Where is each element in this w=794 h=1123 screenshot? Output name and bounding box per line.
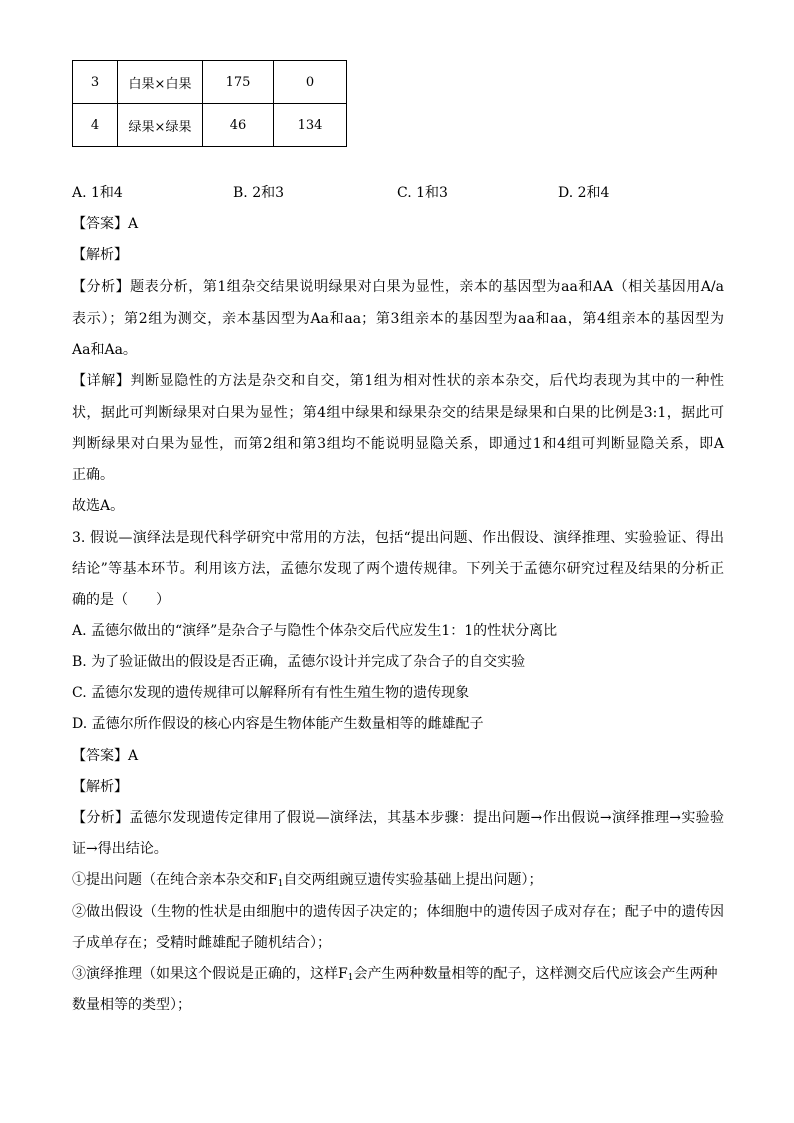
q2-detail-line: 【详解】判断显隐性的方法是杂交和自交，第1组为相对性状的亲本杂交，后代均表现为其中的一种性 [72,373,724,389]
q2-jiexi-label: 【解析】 [72,247,128,263]
q2-analysis-line: 表示）；第2组为测交，亲本基因型为Aa和aa；第3组亲本的基因型为aa和aa，第4组亲本的基因型为 [72,311,724,327]
table-cell: 3 [73,61,118,104]
table-row [73,104,347,147]
q3-step3-line: 数量相等的类型）； [72,997,191,1013]
table-cell: 134 [274,104,347,147]
q2-choose: 故选A。 [72,498,125,514]
q2-option-d: D. 2和4 [558,185,610,201]
q2-options [72,182,752,204]
q3-option-c: C. 孟德尔发现的遗传规律可以解释所有有性生殖生物的遗传现象 [72,685,470,701]
q3-step1-text: ①提出问题（在纯合亲本杂交和F [72,872,278,888]
q2-detail-line: 判断绿果对白果为显性，而第2组和第3组均不能说明显隐关系，即通过1和4组可判断显隐关系，即A [72,436,724,452]
q3-analysis-line: 【分析】孟德尔发现遗传定律用了假说—演绎法，其基本步骤：提出问题→作出假说→演绎推理→实验验 [72,810,724,826]
table-cell: 白果×白果 [118,61,203,104]
q2-answer: 【答案】A [72,216,139,232]
q3-option-a: A. 孟德尔做出的“演绎”是杂合子与隐性个体杂交后代应发生1：1的性状分离比 [72,623,558,639]
q2-option-b: B. 2和3 [233,185,285,201]
q3-step1 [72,870,724,894]
subscript: 1 [347,973,354,983]
q2-analysis-line: Aa和Aa。 [72,342,137,358]
q3-step3-text: 会产生两种数量相等的配子，这样测交后代应该会产生两种 [353,966,718,982]
q3-jiexi-label: 【解析】 [72,779,128,795]
table-cell: 0 [274,61,347,104]
q3-analysis-line: 证→得出结论。 [72,841,168,857]
table-row [73,61,347,104]
q2-option-a: A. 1和4 [72,185,123,201]
q3-stem-line: 3. 假说—演绎法是现代科学研究中常用的方法，包括“提出问题、作出假设、演绎推理、实验验证、得出 [72,530,724,546]
subscript: 1 [277,879,284,889]
q2-detail-line: 状，据此可判断绿果对白果为显性；第4组中绿果和绿果杂交的结果是绿果和白果的比例是3:1，据此可 [72,405,724,421]
q2-detail-line: 正确。 [72,467,114,483]
q3-step2-line: 子成单存在；受精时雌雄配子随机结合）； [72,935,331,951]
q3-step2-line: ②做出假设（生物的性状是由细胞中的遗传因子决定的；体细胞中的遗传因子成对存在；配子中的遗传因 [72,904,724,920]
table-cell: 绿果×绿果 [118,104,203,147]
q2-analysis-line: 【分析】题表分析，第1组杂交结果说明绿果对白果为显性，亲本的基因型为aa和AA（相关基因用A/a [72,279,724,295]
q3-step3-text: ③演绎推理（如果这个假说是正确的，这样F [72,966,348,982]
table-cell: 175 [203,61,274,104]
q3-step3 [72,964,724,988]
q3-stem-line: 确的是（ ） [72,592,170,608]
table-cell: 46 [203,104,274,147]
q2-option-c: C. 1和3 [397,185,448,201]
cross-results-table [72,60,347,147]
q3-step1-text: 自交两组豌豆遗传实验基础上提出问题）； [283,872,543,888]
q3-stem-line: 结论”等基本环节。利用该方法，孟德尔发现了两个遗传规律。下列关于孟德尔研究过程及结果的分析正 [72,561,724,577]
q3-option-d: D. 孟德尔所作假设的核心内容是生物体能产生数量相等的雌雄配子 [72,716,484,732]
table-cell: 4 [73,104,118,147]
q3-answer: 【答案】A [72,748,139,764]
q3-option-b: B. 为了验证做出的假设是否正确，孟德尔设计并完成了杂合子的自交实验 [72,654,526,670]
